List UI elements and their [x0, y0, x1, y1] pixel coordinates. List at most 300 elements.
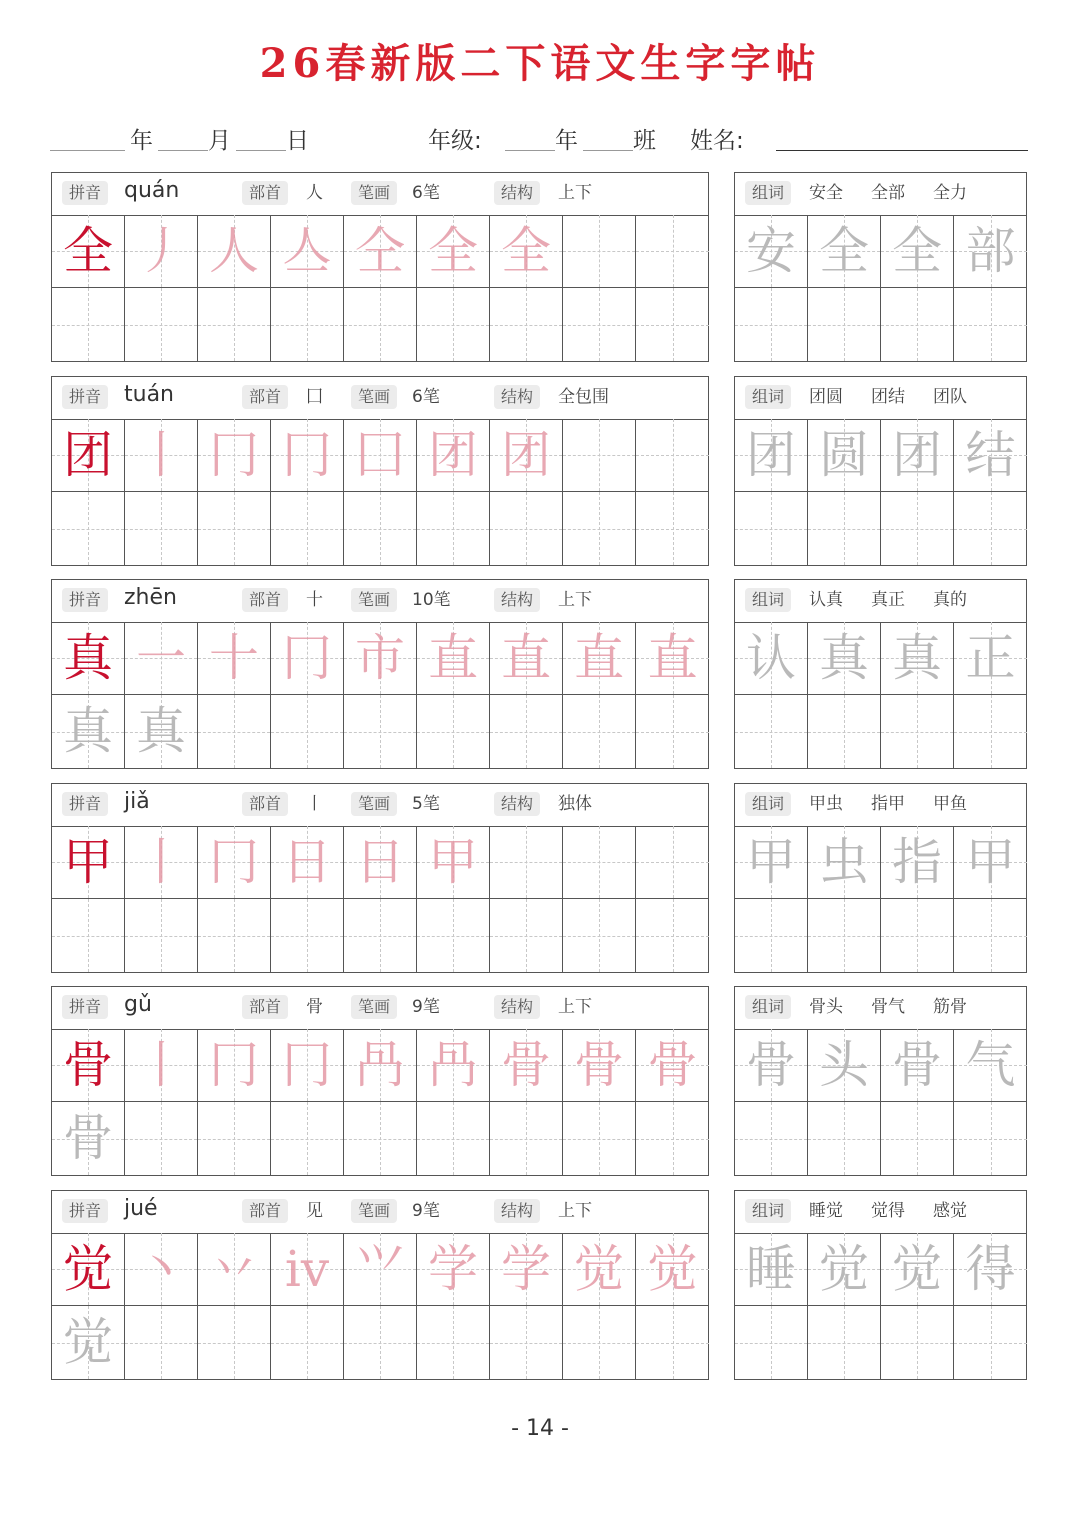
- year-label: 年: [130, 128, 153, 154]
- word-info-header: [735, 987, 1026, 1030]
- practice-cell[interactable]: [417, 215, 490, 288]
- model-character: 全: [63, 222, 113, 280]
- practice-cell[interactable]: [344, 899, 417, 972]
- practice-cell[interactable]: [198, 215, 271, 288]
- practice-cell[interactable]: [563, 1029, 636, 1102]
- practice-cell[interactable]: [563, 492, 636, 565]
- practice-cell[interactable]: [417, 288, 490, 361]
- grid-guide-v: [380, 1306, 381, 1379]
- trace-character: 团: [892, 426, 942, 484]
- practice-cell[interactable]: [52, 1102, 125, 1175]
- strokes-value: 6笔: [412, 387, 440, 407]
- grid-guide-v: [917, 1102, 918, 1175]
- practice-cell[interactable]: [636, 215, 709, 288]
- practice-cell[interactable]: [344, 826, 417, 899]
- structure-tag: 结构: [494, 385, 540, 409]
- word-writing-grid: [735, 1029, 1028, 1175]
- practice-cell[interactable]: [563, 899, 636, 972]
- stroke-step-character: 全: [501, 222, 551, 280]
- practice-cell[interactable]: [490, 215, 563, 288]
- stroke-step-character: 丷: [209, 1240, 259, 1298]
- radical-value: 十: [306, 590, 323, 610]
- practice-cell[interactable]: [417, 1029, 490, 1102]
- grid-guide-v: [161, 899, 162, 972]
- stroke-step-character: 骨: [574, 1036, 624, 1094]
- stroke-step-character: 冎: [428, 1036, 478, 1094]
- stroke-step-character: 冂: [209, 1036, 259, 1094]
- practice-cell[interactable]: [808, 899, 881, 972]
- stroke-step-character: 团: [501, 426, 551, 484]
- practice-cell[interactable]: [881, 1029, 954, 1102]
- practice-cell[interactable]: [808, 622, 881, 695]
- practice-cell[interactable]: [735, 215, 808, 288]
- stroke-step-character: 丨: [136, 426, 186, 484]
- practice-cell[interactable]: [881, 492, 954, 565]
- word-value: 真正: [871, 590, 905, 610]
- grid-guide-v: [88, 288, 89, 361]
- practice-cell[interactable]: [125, 492, 198, 565]
- practice-cell[interactable]: [636, 1306, 709, 1379]
- character-info-header: [52, 173, 708, 216]
- practice-cell[interactable]: [125, 1102, 198, 1175]
- grid-guide-v: [307, 1102, 308, 1175]
- strokes-tag: 笔画: [351, 588, 397, 612]
- trace-character: 觉: [63, 1313, 113, 1371]
- word-value: 骨头: [809, 997, 843, 1017]
- trace-character: 正: [965, 629, 1016, 687]
- character-info-header: [52, 784, 708, 827]
- practice-cell[interactable]: [52, 215, 125, 288]
- practice-cell[interactable]: [52, 1306, 125, 1379]
- practice-cell[interactable]: [735, 899, 808, 972]
- practice-cell[interactable]: [808, 1306, 881, 1379]
- practice-cell[interactable]: [735, 419, 808, 492]
- practice-cell[interactable]: [490, 622, 563, 695]
- practice-cell[interactable]: [417, 826, 490, 899]
- practice-cell[interactable]: [198, 1102, 271, 1175]
- trace-character: 真: [819, 629, 869, 687]
- grid-guide-v: [453, 492, 454, 565]
- grid-guide-v: [161, 1306, 162, 1379]
- practice-cell[interactable]: [636, 492, 709, 565]
- words-tag: 组词: [745, 792, 791, 816]
- practice-cell[interactable]: [271, 622, 344, 695]
- strokes-value: 6笔: [412, 183, 440, 203]
- model-character: 甲: [63, 833, 113, 891]
- character-card: [51, 172, 709, 362]
- grid-guide-v: [844, 288, 845, 361]
- practice-cell[interactable]: [417, 1233, 490, 1306]
- words-tag: 组词: [745, 1199, 791, 1223]
- grid-guide-v: [88, 492, 89, 565]
- practice-cell[interactable]: [125, 1306, 198, 1379]
- stroke-step-character: 学: [501, 1240, 551, 1298]
- stroke-step-character: 觉: [647, 1240, 698, 1298]
- grid-guide-v: [673, 419, 674, 491]
- month-blank[interactable]: [158, 150, 208, 151]
- practice-cell[interactable]: [735, 1233, 808, 1306]
- practice-cell[interactable]: [735, 622, 808, 695]
- word-info-header: [735, 173, 1026, 216]
- stroke-step-character: 觉: [574, 1240, 624, 1298]
- word-value: 指甲: [871, 794, 905, 814]
- name-blank[interactable]: [776, 150, 1028, 151]
- practice-cell[interactable]: [954, 492, 1027, 565]
- word-writing-grid: [735, 215, 1028, 361]
- grid-guide-v: [771, 1306, 772, 1379]
- practice-cell[interactable]: [198, 492, 271, 565]
- strokes-tag: 笔画: [351, 792, 397, 816]
- practice-cell[interactable]: [735, 695, 808, 768]
- practice-cell[interactable]: [954, 1102, 1027, 1175]
- practice-cell[interactable]: [52, 492, 125, 565]
- stroke-step-character: 一: [136, 629, 186, 687]
- practice-cell[interactable]: [808, 1029, 881, 1102]
- practice-cell[interactable]: [636, 695, 709, 768]
- radical-tag: 部首: [242, 588, 288, 612]
- grid-guide-v: [453, 1102, 454, 1175]
- grid-guide-v: [844, 899, 845, 972]
- trace-character: 安: [746, 222, 796, 280]
- practice-cell[interactable]: [490, 419, 563, 492]
- words-tag: 组词: [745, 995, 791, 1019]
- practice-cell[interactable]: [808, 419, 881, 492]
- practice-cell[interactable]: [490, 1306, 563, 1379]
- word-value: 全力: [933, 183, 967, 203]
- trace-character: 真: [892, 629, 942, 687]
- writing-grid: [52, 419, 710, 565]
- practice-cell[interactable]: [52, 288, 125, 361]
- practice-cell[interactable]: [881, 288, 954, 361]
- practice-cell[interactable]: [417, 1306, 490, 1379]
- writing-grid: [52, 1029, 710, 1175]
- grid-guide-v: [771, 288, 772, 361]
- grid-guide-v: [991, 492, 992, 565]
- grid-guide-v: [599, 215, 600, 287]
- words-tag: 组词: [745, 181, 791, 205]
- grade-blank[interactable]: [505, 150, 555, 151]
- practice-cell[interactable]: [417, 899, 490, 972]
- practice-cell[interactable]: [808, 1102, 881, 1175]
- word-value: 真的: [933, 590, 967, 610]
- practice-cell[interactable]: [636, 622, 709, 695]
- practice-cell[interactable]: [417, 695, 490, 768]
- practice-cell[interactable]: [563, 288, 636, 361]
- practice-cell[interactable]: [344, 419, 417, 492]
- practice-cell[interactable]: [636, 288, 709, 361]
- grid-guide-v: [526, 899, 527, 972]
- practice-cell[interactable]: [563, 695, 636, 768]
- practice-cell[interactable]: [954, 1306, 1027, 1379]
- page-number: - 14 -: [511, 1416, 569, 1441]
- practice-cell[interactable]: [490, 826, 563, 899]
- practice-cell[interactable]: [198, 695, 271, 768]
- word-value: 睡觉: [809, 1201, 843, 1221]
- stroke-step-character: 仝: [355, 222, 405, 280]
- practice-cell[interactable]: [52, 826, 125, 899]
- practice-cell[interactable]: [954, 622, 1027, 695]
- practice-cell[interactable]: [271, 826, 344, 899]
- trace-character: 虫: [819, 833, 869, 891]
- practice-cell[interactable]: [563, 622, 636, 695]
- grid-guide-v: [844, 695, 845, 768]
- grid-guide-v: [453, 695, 454, 768]
- grid-guide-v: [771, 899, 772, 972]
- practice-cell[interactable]: [271, 215, 344, 288]
- practice-cell[interactable]: [808, 695, 881, 768]
- trace-character: 觉: [819, 1240, 869, 1298]
- practice-cell[interactable]: [881, 695, 954, 768]
- character-card: [51, 579, 709, 769]
- character-card: [51, 783, 709, 973]
- stroke-step-character: 丨: [136, 1036, 186, 1094]
- grid-guide-v: [234, 695, 235, 768]
- pinyin-tag: 拼音: [62, 385, 108, 409]
- practice-cell[interactable]: [344, 1233, 417, 1306]
- practice-cell[interactable]: [954, 1233, 1027, 1306]
- pinyin-tag: 拼音: [62, 995, 108, 1019]
- practice-cell[interactable]: [735, 492, 808, 565]
- practice-cell[interactable]: [344, 215, 417, 288]
- practice-cell[interactable]: [198, 288, 271, 361]
- grid-guide-v: [526, 1306, 527, 1379]
- practice-cell[interactable]: [52, 695, 125, 768]
- word-value: 安全: [809, 183, 843, 203]
- grid-guide-v: [673, 492, 674, 565]
- practice-cell[interactable]: [808, 826, 881, 899]
- practice-cell[interactable]: [808, 288, 881, 361]
- practice-cell[interactable]: [490, 1029, 563, 1102]
- practice-cell[interactable]: [954, 215, 1027, 288]
- practice-cell[interactable]: [563, 1233, 636, 1306]
- practice-cell[interactable]: [954, 419, 1027, 492]
- practice-cell[interactable]: [563, 1102, 636, 1175]
- day-label: 日: [286, 128, 309, 154]
- grid-guide-v: [991, 1306, 992, 1379]
- grid-guide-v: [991, 899, 992, 972]
- practice-cell[interactable]: [954, 1029, 1027, 1102]
- grid-guide-v: [380, 288, 381, 361]
- practice-cell[interactable]: [881, 622, 954, 695]
- practice-cell[interactable]: [271, 695, 344, 768]
- practice-cell[interactable]: [490, 288, 563, 361]
- practice-cell[interactable]: [198, 1233, 271, 1306]
- trace-character: 全: [819, 222, 869, 280]
- practice-cell[interactable]: [563, 215, 636, 288]
- practice-cell[interactable]: [954, 899, 1027, 972]
- pinyin-tag: 拼音: [62, 181, 108, 205]
- practice-cell[interactable]: [881, 419, 954, 492]
- practice-cell[interactable]: [198, 1029, 271, 1102]
- grid-guide-v: [380, 899, 381, 972]
- grid-guide-v: [991, 695, 992, 768]
- practice-cell[interactable]: [490, 1233, 563, 1306]
- practice-cell[interactable]: [344, 695, 417, 768]
- practice-cell[interactable]: [735, 1029, 808, 1102]
- year-blank[interactable]: [50, 150, 125, 151]
- grid-guide-v: [771, 1102, 772, 1175]
- structure-value: 全包围: [558, 387, 609, 407]
- practice-cell[interactable]: [271, 1233, 344, 1306]
- word-value: 甲虫: [809, 794, 843, 814]
- writing-grid: [52, 826, 710, 972]
- grid-guide-v: [673, 695, 674, 768]
- practice-cell[interactable]: [881, 1306, 954, 1379]
- grid-guide-v: [526, 1102, 527, 1175]
- strokes-value: 10笔: [412, 590, 451, 610]
- word-card: [734, 783, 1027, 973]
- grade-year-label: 年: [555, 128, 578, 154]
- stroke-step-character: 骨: [501, 1036, 551, 1094]
- grid-guide-v: [234, 492, 235, 565]
- practice-cell[interactable]: [881, 215, 954, 288]
- word-info-header: [735, 784, 1026, 827]
- practice-cell[interactable]: [563, 419, 636, 492]
- word-value: 甲鱼: [933, 794, 967, 814]
- practice-cell[interactable]: [417, 419, 490, 492]
- pinyin-value: jué: [124, 1196, 158, 1221]
- practice-cell[interactable]: [271, 1102, 344, 1175]
- word-value: 团队: [933, 387, 967, 407]
- practice-cell[interactable]: [417, 492, 490, 565]
- grid-guide-v: [673, 899, 674, 972]
- practice-cell[interactable]: [344, 1306, 417, 1379]
- practice-cell[interactable]: [125, 215, 198, 288]
- pinyin-tag: 拼音: [62, 1199, 108, 1223]
- structure-tag: 结构: [494, 1199, 540, 1223]
- structure-tag: 结构: [494, 792, 540, 816]
- word-info-header: [735, 377, 1026, 420]
- practice-cell[interactable]: [125, 622, 198, 695]
- trace-character: 骨: [746, 1036, 796, 1094]
- practice-cell[interactable]: [198, 622, 271, 695]
- practice-cell[interactable]: [954, 826, 1027, 899]
- practice-cell[interactable]: [271, 899, 344, 972]
- practice-cell[interactable]: [52, 1029, 125, 1102]
- grid-guide-v: [380, 492, 381, 565]
- practice-cell[interactable]: [636, 899, 709, 972]
- practice-cell[interactable]: [125, 288, 198, 361]
- word-info-header: [735, 1191, 1026, 1234]
- writing-grid: [52, 622, 710, 768]
- structure-tag: 结构: [494, 588, 540, 612]
- practice-cell[interactable]: [808, 1233, 881, 1306]
- practice-cell[interactable]: [490, 695, 563, 768]
- practice-cell[interactable]: [344, 492, 417, 565]
- word-value: 骨气: [871, 997, 905, 1017]
- practice-cell[interactable]: [271, 288, 344, 361]
- practice-cell[interactable]: [344, 288, 417, 361]
- practice-cell[interactable]: [417, 622, 490, 695]
- practice-cell[interactable]: [881, 826, 954, 899]
- practice-cell[interactable]: [954, 695, 1027, 768]
- practice-cell[interactable]: [490, 492, 563, 565]
- grid-guide-v: [991, 1102, 992, 1175]
- practice-cell[interactable]: [490, 899, 563, 972]
- practice-cell[interactable]: [198, 899, 271, 972]
- practice-cell[interactable]: [344, 622, 417, 695]
- practice-cell[interactable]: [735, 826, 808, 899]
- grid-guide-v: [599, 899, 600, 972]
- practice-cell[interactable]: [636, 419, 709, 492]
- writing-grid: [52, 1233, 710, 1379]
- practice-cell[interactable]: [52, 899, 125, 972]
- practice-cell[interactable]: [881, 1233, 954, 1306]
- practice-cell[interactable]: [563, 1306, 636, 1379]
- practice-cell[interactable]: [417, 1102, 490, 1175]
- practice-cell[interactable]: [125, 419, 198, 492]
- practice-cell[interactable]: [881, 1102, 954, 1175]
- practice-cell[interactable]: [954, 288, 1027, 361]
- pinyin-value: gǔ: [124, 992, 152, 1017]
- practice-cell[interactable]: [271, 419, 344, 492]
- practice-cell[interactable]: [735, 1306, 808, 1379]
- stroke-step-character: 市: [355, 629, 405, 687]
- practice-cell[interactable]: [125, 1029, 198, 1102]
- grid-guide-v: [234, 288, 235, 361]
- day-blank[interactable]: [236, 150, 286, 151]
- practice-cell[interactable]: [344, 1102, 417, 1175]
- practice-cell[interactable]: [636, 1233, 709, 1306]
- stroke-step-character: 日: [355, 833, 405, 891]
- grid-guide-v: [161, 288, 162, 361]
- word-value: 团圆: [809, 387, 843, 407]
- practice-cell[interactable]: [490, 1102, 563, 1175]
- grid-guide-v: [844, 1102, 845, 1175]
- stroke-step-character: 冂: [209, 833, 259, 891]
- trace-character: 圆: [819, 426, 869, 484]
- practice-cell[interactable]: [198, 1306, 271, 1379]
- grid-guide-v: [599, 288, 600, 361]
- word-writing-grid: [735, 419, 1028, 565]
- stroke-step-character: ⅳ: [284, 1240, 330, 1298]
- practice-cell[interactable]: [198, 826, 271, 899]
- practice-cell[interactable]: [636, 1029, 709, 1102]
- practice-cell[interactable]: [52, 1233, 125, 1306]
- practice-cell[interactable]: [563, 826, 636, 899]
- grid-guide-v: [234, 899, 235, 972]
- practice-cell[interactable]: [808, 492, 881, 565]
- page-title: 26春新版二下语文生字字帖: [259, 40, 821, 87]
- practice-cell[interactable]: [271, 492, 344, 565]
- model-character: 骨: [63, 1036, 113, 1094]
- grid-guide-v: [599, 1102, 600, 1175]
- practice-cell[interactable]: [52, 622, 125, 695]
- practice-cell[interactable]: [636, 1102, 709, 1175]
- class-blank[interactable]: [583, 150, 633, 151]
- radical-tag: 部首: [242, 792, 288, 816]
- radical-value: 囗: [306, 387, 323, 407]
- trace-character: 骨: [63, 1109, 113, 1167]
- practice-cell[interactable]: [808, 215, 881, 288]
- practice-cell[interactable]: [125, 899, 198, 972]
- practice-cell[interactable]: [881, 899, 954, 972]
- stroke-step-character: 冂: [282, 426, 332, 484]
- practice-cell[interactable]: [271, 1029, 344, 1102]
- practice-cell[interactable]: [735, 288, 808, 361]
- grid-guide-v: [526, 826, 527, 898]
- practice-cell[interactable]: [636, 826, 709, 899]
- practice-cell[interactable]: [271, 1306, 344, 1379]
- practice-cell[interactable]: [52, 419, 125, 492]
- practice-cell[interactable]: [198, 419, 271, 492]
- model-character: 真: [63, 629, 113, 687]
- practice-cell[interactable]: [344, 1029, 417, 1102]
- practice-cell[interactable]: [735, 1102, 808, 1175]
- practice-cell[interactable]: [125, 1233, 198, 1306]
- practice-cell[interactable]: [125, 826, 198, 899]
- practice-cell[interactable]: [125, 695, 198, 768]
